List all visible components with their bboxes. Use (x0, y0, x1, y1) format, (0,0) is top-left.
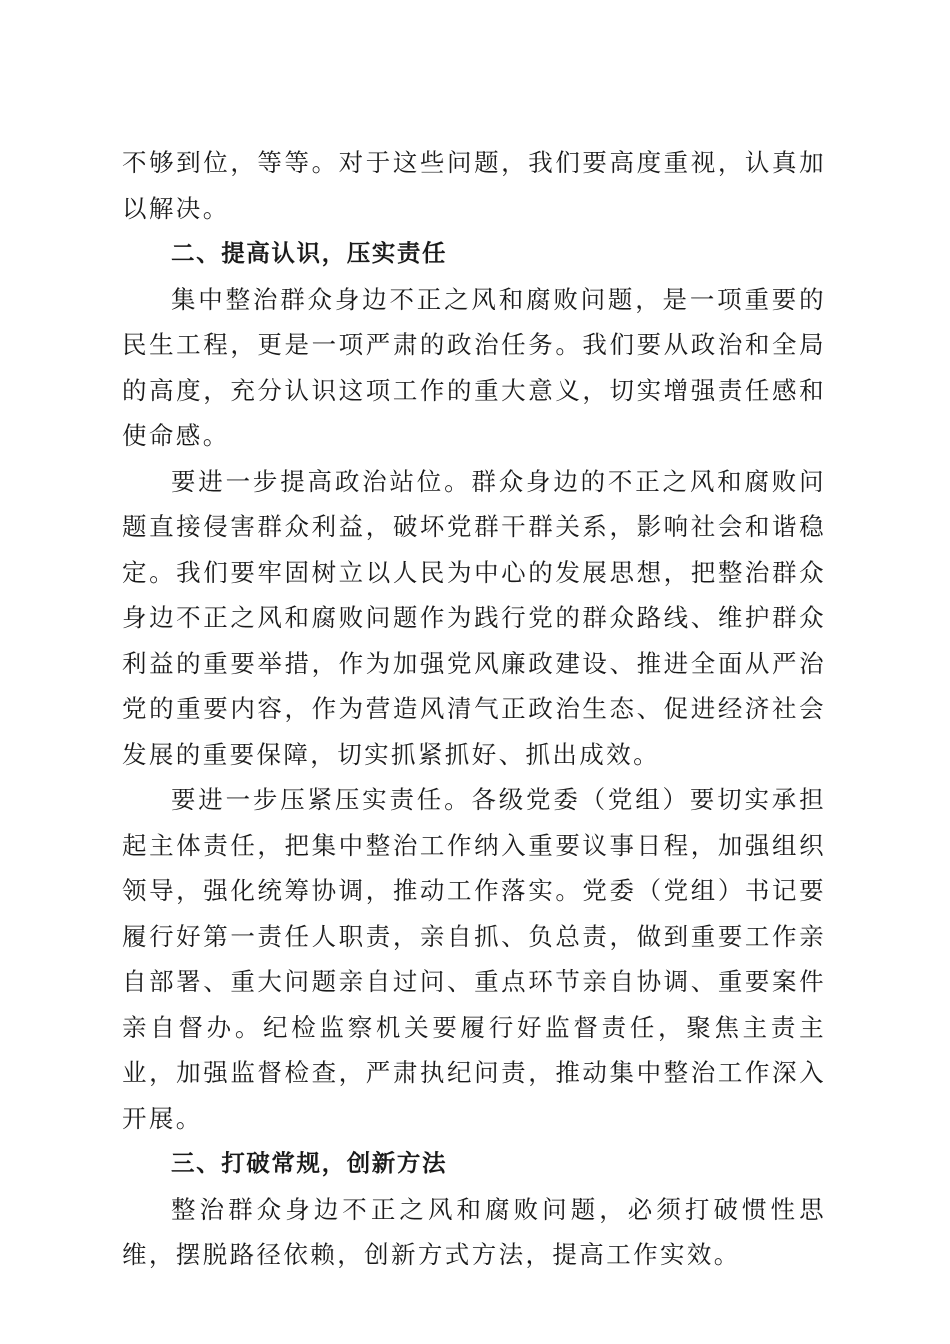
section-heading-3: 三、打破常规，创新方法 (171, 1149, 448, 1177)
paragraph-intro-section-3: 整治群众身边不正之风和腐败问题，必须打破惯性思维，摆脱路径依赖，创新方式方法，提高工作实效。 (122, 1194, 826, 1269)
paragraph-responsibility: 要进一步压紧压实责任。各级党委（党组）要切实承担起主体责任，把集中整治工作纳入重要议事日程，加强组织领导，强化统筹协调，推动工作落实。党委（党组）书记要履行好第一责任人职责，亲自抓、负总责，做到重要工作亲自部署、重大问题亲自过问、重点环节亲自协调、重要案件亲自督办。纪检监察机关要履行好监督责任，聚焦主责主业，加强监督检查，严肃执纪问责，推动集中整治工作深入开展。 (122, 785, 826, 1133)
paragraph-intro-section-2: 集中整治群众身边不正之风和腐败问题，是一项重要的民生工程，更是一项严肃的政治任务。我们要从政治和全局的高度，充分认识这项工作的重大意义，切实增强责任感和使命感。 (122, 284, 826, 450)
section-heading-2: 二、提高认识，压实责任 (171, 239, 448, 267)
document-body (122, 140, 826, 1278)
paragraph-continuation: 不够到位，等等。对于这些问题，我们要高度重视，认真加以解决。 (122, 148, 826, 223)
paragraph-political-standing: 要进一步提高政治站位。群众身边的不正之风和腐败问题直接侵害群众利益，破坏党群干群关系，影响社会和谐稳定。我们要牢固树立以人民为中心的发展思想，把整治群众身边不正之风和腐败问题作为践行党的群众路线、维护群众利益的重要举措，作为加强党风廉政建设、推进全面从严治党的重要内容，作为营造风清气正政治生态、促进经济社会发展的重要保障，切实抓紧抓好、抓出成效。 (122, 466, 826, 769)
